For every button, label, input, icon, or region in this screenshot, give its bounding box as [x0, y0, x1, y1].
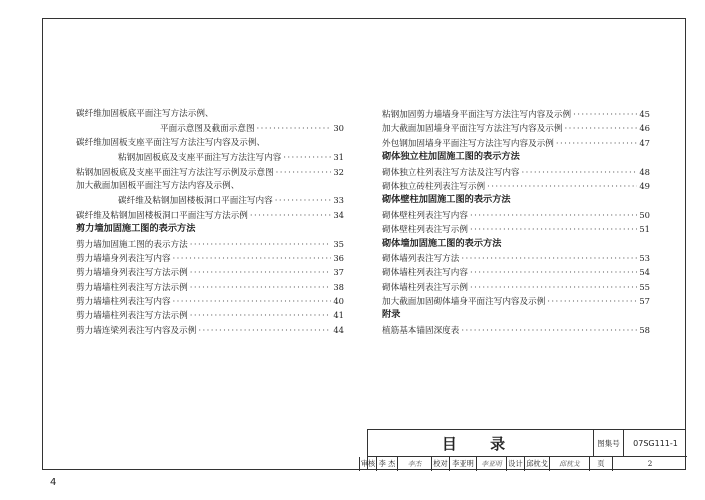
toc-page-number: 31	[333, 152, 344, 163]
review-label: 审核	[359, 457, 377, 471]
dot-leader	[276, 166, 332, 180]
toc-entry	[76, 280, 344, 294]
dot-leader	[522, 166, 638, 180]
toc-page-number: 44	[333, 324, 344, 335]
toc-entry-text: 平面示意图及截面示意图	[160, 124, 255, 135]
reviewer-signature: 李杰	[398, 457, 432, 471]
toc-page-number: 57	[639, 296, 650, 307]
toc-page-number: 58	[639, 324, 650, 335]
toc-section-heading	[76, 222, 344, 236]
toc-entry-text: 剪力墙墙柱列表注写方法示例	[76, 282, 188, 293]
toc-entry-text: 剪力墙连梁列表注写内容及示例	[76, 325, 197, 336]
toc-entry-text: 加大截面加固板平面注写方法内容及示例、	[76, 180, 240, 191]
dot-leader	[573, 108, 637, 122]
toc-entry	[76, 265, 344, 279]
toc-page-number: 36	[333, 252, 344, 263]
toc-section-heading	[382, 193, 650, 207]
dot-leader	[470, 209, 637, 223]
toc-page-number: 41	[333, 310, 344, 321]
toc-entry	[76, 308, 344, 322]
toc-entry-text: 剪力墙墙柱列表注写内容	[76, 297, 171, 308]
toc-entry-text: 剪力墙墙身列表注写方法示例	[76, 268, 188, 279]
toc-page-number: 30	[333, 123, 344, 134]
dot-leader	[190, 238, 332, 252]
toc-entry-text: 碳纤维及粘钢加固楼板洞口平面注写内容	[118, 196, 273, 207]
toc-page-number: 54	[639, 267, 650, 278]
dot-leader	[190, 266, 332, 280]
toc-page-number: 37	[333, 267, 344, 278]
toc-page-number: 34	[333, 209, 344, 220]
toc-entry-text: 砌体墙柱列表注写内容	[382, 268, 468, 279]
toc-entry	[76, 121, 344, 135]
section-heading-text: 附录	[382, 309, 401, 321]
toc-entry	[76, 193, 344, 207]
dot-leader	[173, 252, 332, 266]
toc-entry	[76, 150, 344, 164]
dot-leader	[283, 151, 331, 165]
page-label: 页	[590, 457, 613, 471]
signature-row	[359, 457, 687, 471]
toc-page-number: 51	[639, 224, 650, 235]
toc-entry-text: 碳纤维加固板底平面注写方法示例、	[76, 109, 214, 119]
toc-entry-text: 粘钢加固板底及支座平面注写方法注写示例及示意图	[76, 167, 274, 178]
toc-entry	[76, 323, 344, 337]
section-heading-text: 砌体壁柱加固施工图的表示方法	[382, 194, 511, 206]
check-label: 校对	[432, 457, 450, 471]
dot-leader	[547, 295, 637, 309]
toc-entry	[382, 323, 650, 337]
toc-entry	[382, 136, 650, 150]
design-label: 设计	[507, 457, 525, 471]
dot-leader	[250, 209, 331, 223]
toc-page-number: 48	[639, 166, 650, 177]
toc-page-number: 55	[639, 281, 650, 292]
dot-leader	[564, 122, 637, 136]
dot-leader	[461, 324, 637, 338]
checker-signature: 李亚明	[477, 457, 507, 471]
dot-leader	[198, 324, 331, 338]
toc-section-heading	[382, 150, 650, 164]
toc-entry	[382, 265, 650, 279]
dot-leader	[556, 137, 637, 151]
toc-entry-text: 粘钢加固板底及支座平面注写方法注写内容	[118, 153, 282, 164]
designer-name: 邱枕戈	[525, 457, 550, 471]
toc-page-number: 33	[333, 195, 344, 206]
toc-entry-text: 剪力墙墙柱列表注写方法示例	[76, 311, 188, 322]
toc-page-number: 50	[639, 209, 650, 220]
toc-entry-text: 粘钢加固剪力墙墙身平面注写方法注写内容及示例	[382, 110, 572, 120]
section-heading-text: 砌体墙加固施工图的表示方法	[382, 237, 502, 249]
toc-page-number: 47	[639, 137, 650, 148]
toc-entry-text: 剪力墙墙身列表注写内容	[76, 253, 171, 264]
toc-entry-text: 加大截面加固墙身平面注写方法注写内容及示例	[382, 124, 563, 135]
toc-entry-text: 碳纤维加固板支座平面注写方法注写内容及示例、	[76, 137, 266, 148]
section-heading-text: 砌体独立柱加固施工图的表示方法	[382, 151, 520, 163]
toc-entry	[76, 208, 344, 222]
title-block	[360, 429, 686, 470]
dot-leader	[190, 281, 332, 295]
toc-page-number: 40	[333, 296, 344, 307]
toc-right-column	[382, 107, 650, 337]
toc-entry	[382, 179, 650, 193]
toc-entry	[76, 179, 344, 193]
toc-entry	[382, 121, 650, 135]
toc-page-number: 53	[639, 252, 650, 263]
toc-entry	[382, 208, 650, 222]
toc-page-number: 49	[639, 180, 650, 191]
dot-leader	[470, 281, 637, 295]
dot-leader	[470, 266, 637, 280]
page-value: 2	[647, 459, 653, 468]
atlas-number-label: 图集号	[594, 430, 624, 457]
toc-entry-text: 砌体墙柱列表注写示例	[382, 282, 468, 293]
toc-entry-text: 植筋基本锚固深度表	[382, 325, 460, 336]
toc-page-number: 46	[639, 123, 650, 134]
atlas-number-value: 07SG111-1	[624, 430, 687, 457]
toc-entry-text: 砌体壁柱列表注写示例	[382, 225, 468, 236]
toc-entry	[76, 136, 344, 150]
toc-page-number: 35	[333, 238, 344, 249]
dot-leader	[487, 180, 637, 194]
toc-section-heading	[382, 237, 650, 251]
dot-leader	[275, 194, 332, 208]
toc-entry-text: 碳纤维及粘钢加固楼板洞口平面注写方法示例	[76, 210, 248, 221]
toc-entry-text: 砌体独立砖柱列表注写示例	[382, 181, 486, 192]
toc-entry	[382, 107, 650, 121]
toc-entry	[382, 251, 650, 265]
reviewer-name: 李 杰	[377, 457, 398, 471]
section-heading-text: 剪力墙加固施工图的表示方法	[76, 223, 196, 235]
dot-leader	[173, 295, 332, 309]
title-block-title: 目 录	[368, 430, 594, 457]
page-number: 4	[50, 477, 57, 488]
toc-page-number: 32	[333, 166, 344, 177]
dot-leader	[190, 309, 332, 323]
toc-entry	[382, 280, 650, 294]
toc-page-number: 45	[639, 109, 650, 119]
dot-leader	[257, 122, 332, 136]
toc-entry-text: 砌体壁柱列表注写内容	[382, 210, 468, 221]
toc-entry-text: 砌体墙列表注写方法	[382, 253, 460, 264]
toc-entry	[382, 222, 650, 236]
toc-entry-text: 加大截面加固砌体墙身平面注写内容及示例	[382, 297, 546, 308]
toc-entry-text: 砌体独立柱列表注写方法及注写内容	[382, 167, 520, 178]
toc-section-heading	[382, 308, 650, 322]
toc-entry	[76, 294, 344, 308]
dot-leader	[461, 252, 637, 266]
toc-entry	[382, 165, 650, 179]
checker-name: 李亚明	[450, 457, 477, 471]
toc-entry	[382, 294, 650, 308]
toc-page-number: 38	[333, 281, 344, 292]
toc-entry-text: 剪力墙加固施工图的表示方法	[76, 239, 188, 250]
toc-entry	[76, 237, 344, 251]
toc-entry	[76, 165, 344, 179]
toc-left-column	[76, 107, 344, 337]
dot-leader	[470, 223, 637, 237]
toc-entry-text: 外包钢加固墙身平面注写方法注写内容及示例	[382, 138, 554, 149]
designer-signature: 邱枕戈	[550, 457, 590, 471]
toc-entry	[76, 251, 344, 265]
toc-entry	[76, 107, 344, 121]
